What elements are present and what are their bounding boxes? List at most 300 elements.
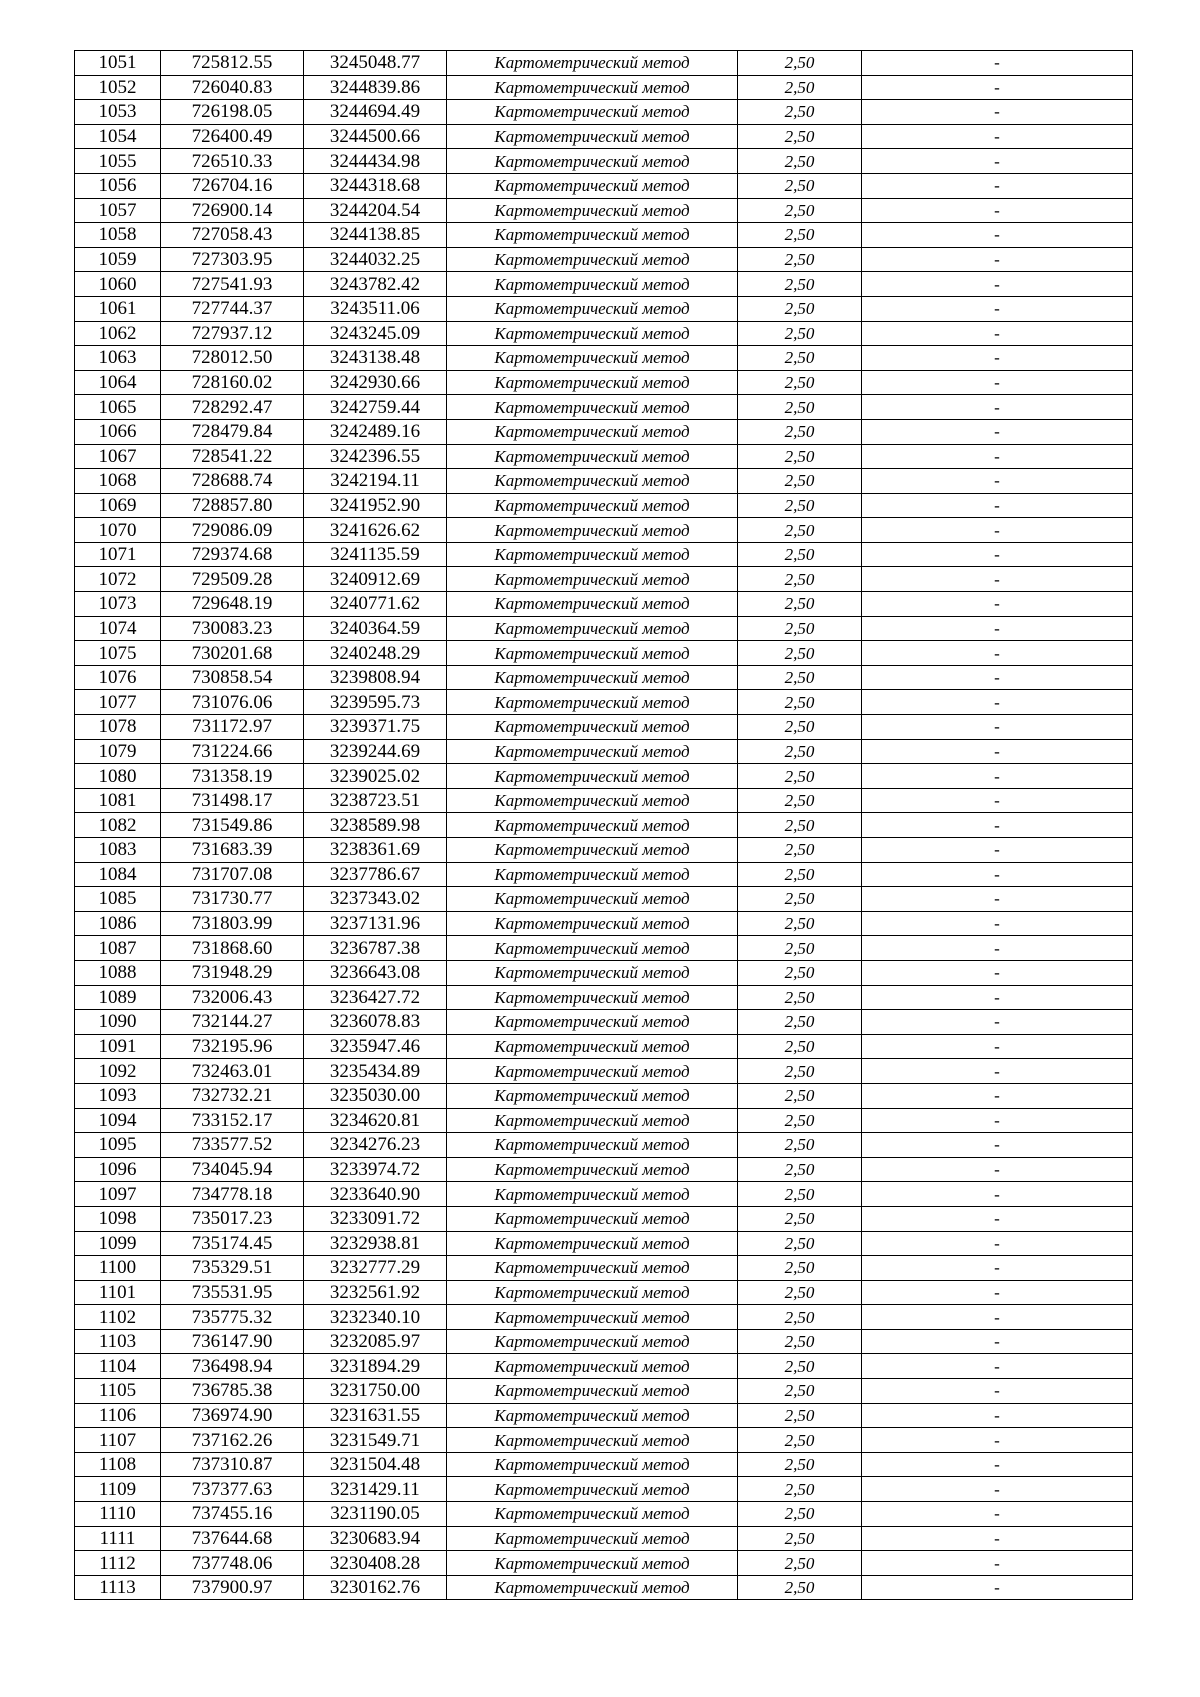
x-coordinate-cell: 735531.95 [161,1280,304,1305]
accuracy-cell: 2,50 [738,1059,862,1084]
note-cell: - [862,911,1133,936]
point-number-cell: 1075 [75,641,161,666]
table-row [75,960,1133,985]
table-row [75,1206,1133,1231]
note-cell: - [862,124,1133,149]
method-cell: Картометрический метод [447,321,738,346]
note-cell: - [862,641,1133,666]
table-row [75,395,1133,420]
x-coordinate-cell: 726704.16 [161,173,304,198]
table-row [75,1575,1133,1600]
x-coordinate-cell: 725812.55 [161,51,304,76]
accuracy-cell: 2,50 [738,1010,862,1035]
table-row [75,1108,1133,1133]
note-cell: - [862,100,1133,125]
note-cell: - [862,1452,1133,1477]
point-number-cell: 1097 [75,1182,161,1207]
method-cell: Картометрический метод [447,715,738,740]
point-number-cell: 1069 [75,493,161,518]
note-cell: - [862,1428,1133,1453]
method-cell: Картометрический метод [447,911,738,936]
table-row [75,296,1133,321]
table-row [75,493,1133,518]
x-coordinate-cell: 731549.86 [161,813,304,838]
table-row [75,51,1133,76]
note-cell: - [862,469,1133,494]
point-number-cell: 1107 [75,1428,161,1453]
y-coordinate-cell: 3231750.00 [304,1379,447,1404]
point-number-cell: 1104 [75,1354,161,1379]
y-coordinate-cell: 3234620.81 [304,1108,447,1133]
point-number-cell: 1106 [75,1403,161,1428]
note-cell: - [862,518,1133,543]
y-coordinate-cell: 3238723.51 [304,788,447,813]
point-number-cell: 1073 [75,592,161,617]
note-cell: - [862,936,1133,961]
point-number-cell: 1053 [75,100,161,125]
method-cell: Картометрический метод [447,739,738,764]
point-number-cell: 1105 [75,1379,161,1404]
y-coordinate-cell: 3230162.76 [304,1575,447,1600]
accuracy-cell: 2,50 [738,985,862,1010]
y-coordinate-cell: 3235947.46 [304,1034,447,1059]
table-row [75,1477,1133,1502]
y-coordinate-cell: 3238361.69 [304,838,447,863]
x-coordinate-cell: 734778.18 [161,1182,304,1207]
y-coordinate-cell: 3232340.10 [304,1305,447,1330]
table-row [75,321,1133,346]
y-coordinate-cell: 3233640.90 [304,1182,447,1207]
accuracy-cell: 2,50 [738,1428,862,1453]
accuracy-cell: 2,50 [738,1575,862,1600]
method-cell: Картометрический метод [447,149,738,174]
table-row [75,936,1133,961]
point-number-cell: 1087 [75,936,161,961]
accuracy-cell: 2,50 [738,1280,862,1305]
accuracy-cell: 2,50 [738,788,862,813]
table-row [75,247,1133,272]
x-coordinate-cell: 734045.94 [161,1157,304,1182]
table-row [75,1256,1133,1281]
accuracy-cell: 2,50 [738,1256,862,1281]
table-row [75,1452,1133,1477]
point-number-cell: 1054 [75,124,161,149]
x-coordinate-cell: 733577.52 [161,1133,304,1158]
table-row [75,813,1133,838]
y-coordinate-cell: 3242489.16 [304,419,447,444]
note-cell: - [862,1502,1133,1527]
accuracy-cell: 2,50 [738,1305,862,1330]
accuracy-cell: 2,50 [738,1551,862,1576]
x-coordinate-cell: 733152.17 [161,1108,304,1133]
point-number-cell: 1077 [75,690,161,715]
point-number-cell: 1092 [75,1059,161,1084]
method-cell: Картометрический метод [447,51,738,76]
accuracy-cell: 2,50 [738,247,862,272]
note-cell: - [862,223,1133,248]
x-coordinate-cell: 730201.68 [161,641,304,666]
method-cell: Картометрический метод [447,518,738,543]
coordinates-table [74,50,1133,1600]
x-coordinate-cell: 727303.95 [161,247,304,272]
table-row [75,1329,1133,1354]
point-number-cell: 1060 [75,272,161,297]
y-coordinate-cell: 3240912.69 [304,567,447,592]
accuracy-cell: 2,50 [738,1083,862,1108]
table-row [75,370,1133,395]
table-row [75,173,1133,198]
note-cell: - [862,1256,1133,1281]
y-coordinate-cell: 3236787.38 [304,936,447,961]
note-cell: - [862,395,1133,420]
note-cell: - [862,419,1133,444]
x-coordinate-cell: 737644.68 [161,1526,304,1551]
method-cell: Картометрический метод [447,1083,738,1108]
method-cell: Картометрический метод [447,247,738,272]
x-coordinate-cell: 726040.83 [161,75,304,100]
point-number-cell: 1076 [75,665,161,690]
accuracy-cell: 2,50 [738,1231,862,1256]
accuracy-cell: 2,50 [738,911,862,936]
y-coordinate-cell: 3245048.77 [304,51,447,76]
accuracy-cell: 2,50 [738,936,862,961]
x-coordinate-cell: 726400.49 [161,124,304,149]
method-cell: Картометрический метод [447,1108,738,1133]
note-cell: - [862,715,1133,740]
accuracy-cell: 2,50 [738,370,862,395]
x-coordinate-cell: 731498.17 [161,788,304,813]
method-cell: Картометрический метод [447,1379,738,1404]
x-coordinate-cell: 730858.54 [161,665,304,690]
accuracy-cell: 2,50 [738,1354,862,1379]
point-number-cell: 1078 [75,715,161,740]
table-row [75,198,1133,223]
method-cell: Картометрический метод [447,813,738,838]
note-cell: - [862,960,1133,985]
note-cell: - [862,1403,1133,1428]
x-coordinate-cell: 737377.63 [161,1477,304,1502]
accuracy-cell: 2,50 [738,272,862,297]
y-coordinate-cell: 3231190.05 [304,1502,447,1527]
note-cell: - [862,75,1133,100]
note-cell: - [862,764,1133,789]
method-cell: Картометрический метод [447,616,738,641]
point-number-cell: 1081 [75,788,161,813]
point-number-cell: 1064 [75,370,161,395]
x-coordinate-cell: 737900.97 [161,1575,304,1600]
note-cell: - [862,1280,1133,1305]
point-number-cell: 1102 [75,1305,161,1330]
note-cell: - [862,739,1133,764]
note-cell: - [862,173,1133,198]
accuracy-cell: 2,50 [738,321,862,346]
note-cell: - [862,1034,1133,1059]
table-row [75,1502,1133,1527]
method-cell: Картометрический метод [447,124,738,149]
point-number-cell: 1100 [75,1256,161,1281]
point-number-cell: 1101 [75,1280,161,1305]
method-cell: Картометрический метод [447,346,738,371]
y-coordinate-cell: 3233091.72 [304,1206,447,1231]
table-row [75,1526,1133,1551]
point-number-cell: 1071 [75,542,161,567]
point-number-cell: 1058 [75,223,161,248]
point-number-cell: 1052 [75,75,161,100]
accuracy-cell: 2,50 [738,1526,862,1551]
y-coordinate-cell: 3231631.55 [304,1403,447,1428]
point-number-cell: 1111 [75,1526,161,1551]
table-row [75,592,1133,617]
y-coordinate-cell: 3244434.98 [304,149,447,174]
method-cell: Картометрический метод [447,419,738,444]
x-coordinate-cell: 731868.60 [161,936,304,961]
table-row [75,1354,1133,1379]
accuracy-cell: 2,50 [738,862,862,887]
accuracy-cell: 2,50 [738,1034,862,1059]
x-coordinate-cell: 728688.74 [161,469,304,494]
note-cell: - [862,1575,1133,1600]
table-row [75,1305,1133,1330]
note-cell: - [862,1379,1133,1404]
accuracy-cell: 2,50 [738,542,862,567]
x-coordinate-cell: 732195.96 [161,1034,304,1059]
x-coordinate-cell: 731948.29 [161,960,304,985]
note-cell: - [862,1133,1133,1158]
point-number-cell: 1098 [75,1206,161,1231]
y-coordinate-cell: 3240771.62 [304,592,447,617]
accuracy-cell: 2,50 [738,1379,862,1404]
note-cell: - [862,346,1133,371]
method-cell: Картометрический метод [447,1354,738,1379]
method-cell: Картометрический метод [447,1133,738,1158]
table-row [75,985,1133,1010]
note-cell: - [862,1182,1133,1207]
y-coordinate-cell: 3237131.96 [304,911,447,936]
y-coordinate-cell: 3233974.72 [304,1157,447,1182]
table-row [75,567,1133,592]
accuracy-cell: 2,50 [738,641,862,666]
point-number-cell: 1056 [75,173,161,198]
y-coordinate-cell: 3234276.23 [304,1133,447,1158]
note-cell: - [862,1083,1133,1108]
point-number-cell: 1112 [75,1551,161,1576]
note-cell: - [862,1059,1133,1084]
note-cell: - [862,247,1133,272]
x-coordinate-cell: 731224.66 [161,739,304,764]
accuracy-cell: 2,50 [738,395,862,420]
note-cell: - [862,493,1133,518]
accuracy-cell: 2,50 [738,469,862,494]
note-cell: - [862,149,1133,174]
method-cell: Картометрический метод [447,1551,738,1576]
note-cell: - [862,370,1133,395]
x-coordinate-cell: 728160.02 [161,370,304,395]
note-cell: - [862,788,1133,813]
note-cell: - [862,1477,1133,1502]
x-coordinate-cell: 730083.23 [161,616,304,641]
method-cell: Картометрический метод [447,296,738,321]
method-cell: Картометрический метод [447,764,738,789]
method-cell: Картометрический метод [447,788,738,813]
point-number-cell: 1057 [75,198,161,223]
x-coordinate-cell: 736974.90 [161,1403,304,1428]
y-coordinate-cell: 3236427.72 [304,985,447,1010]
x-coordinate-cell: 731076.06 [161,690,304,715]
table-row [75,690,1133,715]
note-cell: - [862,1305,1133,1330]
x-coordinate-cell: 728292.47 [161,395,304,420]
y-coordinate-cell: 3232085.97 [304,1329,447,1354]
point-number-cell: 1068 [75,469,161,494]
point-number-cell: 1086 [75,911,161,936]
y-coordinate-cell: 3242930.66 [304,370,447,395]
accuracy-cell: 2,50 [738,444,862,469]
table-row [75,346,1133,371]
note-cell: - [862,198,1133,223]
x-coordinate-cell: 732006.43 [161,985,304,1010]
point-number-cell: 1079 [75,739,161,764]
method-cell: Картометрический метод [447,665,738,690]
x-coordinate-cell: 728479.84 [161,419,304,444]
table-row [75,149,1133,174]
accuracy-cell: 2,50 [738,493,862,518]
point-number-cell: 1062 [75,321,161,346]
accuracy-cell: 2,50 [738,198,862,223]
accuracy-cell: 2,50 [738,1329,862,1354]
point-number-cell: 1083 [75,838,161,863]
table-row [75,1428,1133,1453]
x-coordinate-cell: 727744.37 [161,296,304,321]
method-cell: Картометрический метод [447,75,738,100]
table-row [75,838,1133,863]
y-coordinate-cell: 3242396.55 [304,444,447,469]
method-cell: Картометрический метод [447,395,738,420]
accuracy-cell: 2,50 [738,75,862,100]
method-cell: Картометрический метод [447,1502,738,1527]
point-number-cell: 1113 [75,1575,161,1600]
y-coordinate-cell: 3244318.68 [304,173,447,198]
point-number-cell: 1084 [75,862,161,887]
note-cell: - [862,1551,1133,1576]
y-coordinate-cell: 3231429.11 [304,1477,447,1502]
y-coordinate-cell: 3232561.92 [304,1280,447,1305]
note-cell: - [862,272,1133,297]
y-coordinate-cell: 3238589.98 [304,813,447,838]
x-coordinate-cell: 727058.43 [161,223,304,248]
table-row [75,542,1133,567]
method-cell: Картометрический метод [447,1182,738,1207]
method-cell: Картометрический метод [447,1452,738,1477]
table-row [75,75,1133,100]
method-cell: Картометрический метод [447,1256,738,1281]
table-row [75,715,1133,740]
method-cell: Картометрический метод [447,838,738,863]
x-coordinate-cell: 731172.97 [161,715,304,740]
accuracy-cell: 2,50 [738,223,862,248]
accuracy-cell: 2,50 [738,518,862,543]
accuracy-cell: 2,50 [738,346,862,371]
point-number-cell: 1096 [75,1157,161,1182]
table-row [75,1551,1133,1576]
method-cell: Картометрический метод [447,1034,738,1059]
table-row [75,641,1133,666]
y-coordinate-cell: 3237343.02 [304,887,447,912]
table-row [75,1379,1133,1404]
x-coordinate-cell: 726198.05 [161,100,304,125]
accuracy-cell: 2,50 [738,51,862,76]
y-coordinate-cell: 3244694.49 [304,100,447,125]
note-cell: - [862,690,1133,715]
accuracy-cell: 2,50 [738,813,862,838]
x-coordinate-cell: 731803.99 [161,911,304,936]
table-row [75,1403,1133,1428]
table-row [75,788,1133,813]
accuracy-cell: 2,50 [738,1206,862,1231]
accuracy-cell: 2,50 [738,665,862,690]
x-coordinate-cell: 737455.16 [161,1502,304,1527]
point-number-cell: 1066 [75,419,161,444]
method-cell: Картометрический метод [447,592,738,617]
x-coordinate-cell: 728012.50 [161,346,304,371]
note-cell: - [862,887,1133,912]
note-cell: - [862,616,1133,641]
y-coordinate-cell: 3241952.90 [304,493,447,518]
point-number-cell: 1085 [75,887,161,912]
table-row [75,1010,1133,1035]
method-cell: Картометрический метод [447,223,738,248]
note-cell: - [862,985,1133,1010]
accuracy-cell: 2,50 [738,764,862,789]
x-coordinate-cell: 737748.06 [161,1551,304,1576]
point-number-cell: 1094 [75,1108,161,1133]
method-cell: Картометрический метод [447,1575,738,1600]
point-number-cell: 1070 [75,518,161,543]
note-cell: - [862,838,1133,863]
point-number-cell: 1103 [75,1329,161,1354]
note-cell: - [862,296,1133,321]
point-number-cell: 1095 [75,1133,161,1158]
method-cell: Картометрический метод [447,469,738,494]
table-row [75,616,1133,641]
method-cell: Картометрический метод [447,1526,738,1551]
accuracy-cell: 2,50 [738,1108,862,1133]
method-cell: Картометрический метод [447,1206,738,1231]
note-cell: - [862,592,1133,617]
y-coordinate-cell: 3243138.48 [304,346,447,371]
note-cell: - [862,813,1133,838]
accuracy-cell: 2,50 [738,419,862,444]
point-number-cell: 1108 [75,1452,161,1477]
table-row [75,1133,1133,1158]
x-coordinate-cell: 737162.26 [161,1428,304,1453]
method-cell: Картометрический метод [447,936,738,961]
accuracy-cell: 2,50 [738,1403,862,1428]
accuracy-cell: 2,50 [738,567,862,592]
x-coordinate-cell: 731358.19 [161,764,304,789]
note-cell: - [862,51,1133,76]
table-row [75,100,1133,125]
y-coordinate-cell: 3244032.25 [304,247,447,272]
y-coordinate-cell: 3239371.75 [304,715,447,740]
y-coordinate-cell: 3241626.62 [304,518,447,543]
y-coordinate-cell: 3241135.59 [304,542,447,567]
note-cell: - [862,444,1133,469]
method-cell: Картометрический метод [447,567,738,592]
method-cell: Картометрический метод [447,641,738,666]
table-row [75,739,1133,764]
table-row [75,223,1133,248]
method-cell: Картометрический метод [447,960,738,985]
